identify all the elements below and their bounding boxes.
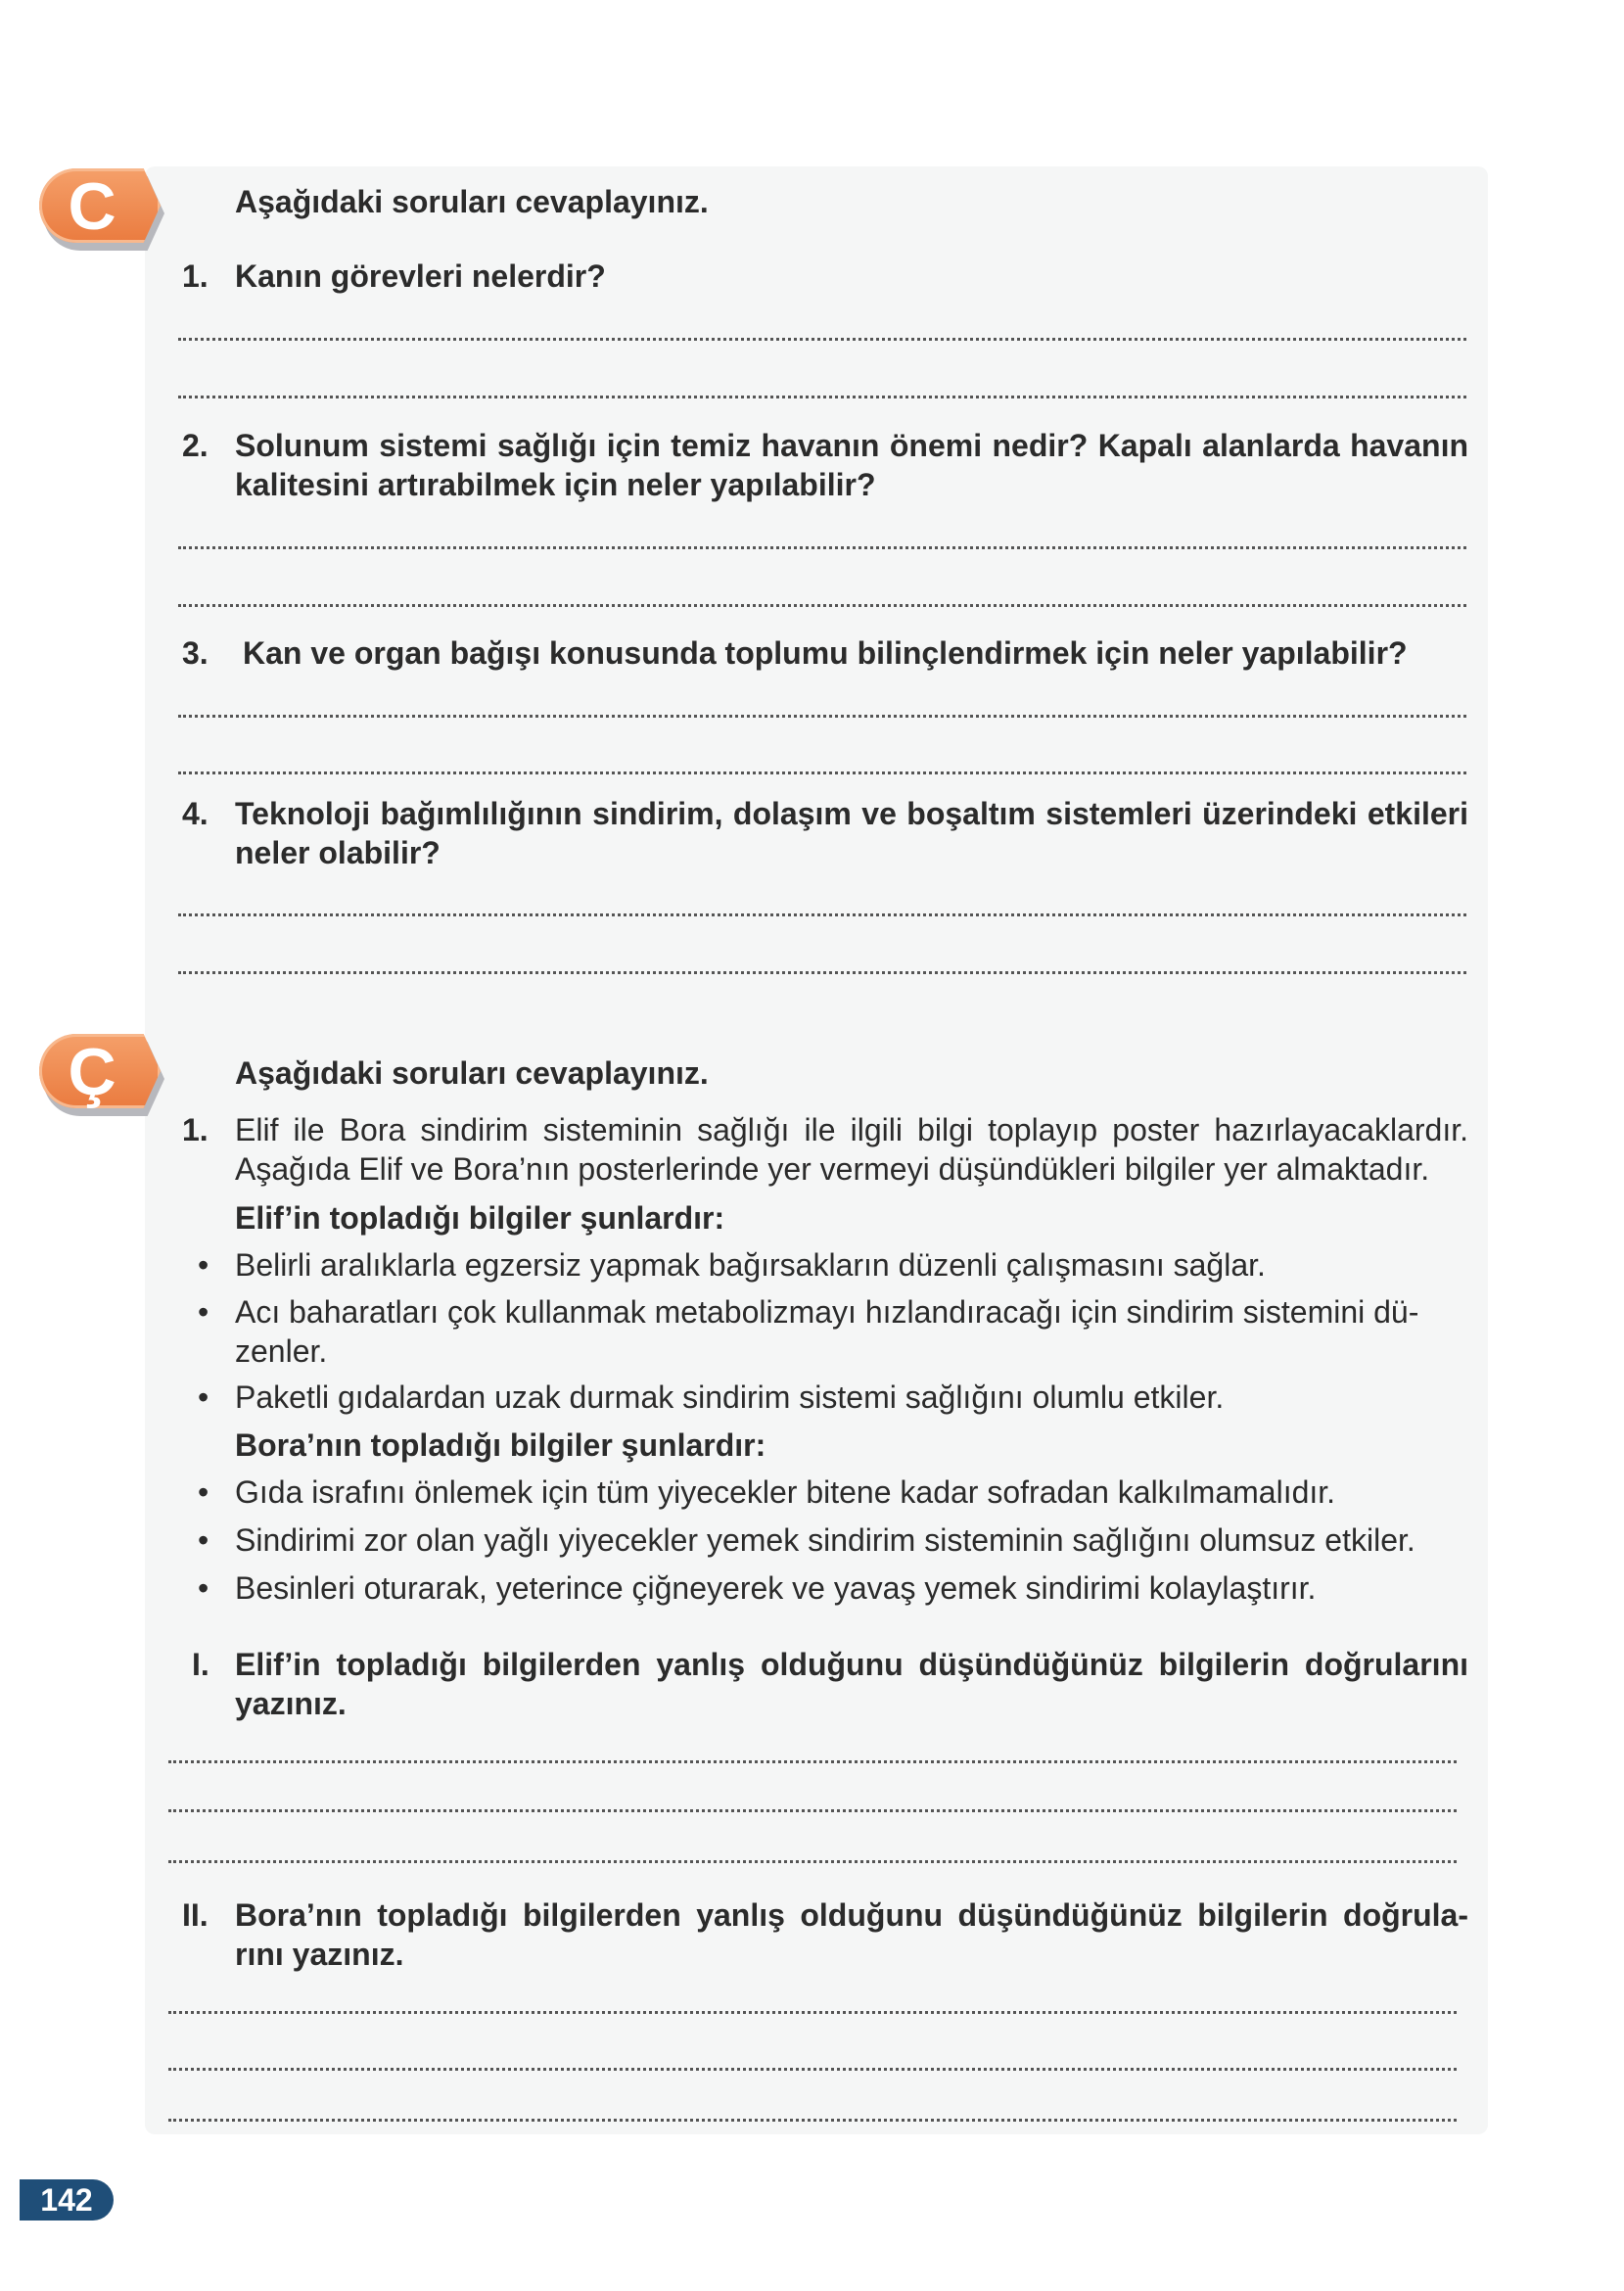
answer-line[interactable] (168, 1860, 1457, 1863)
answer-line[interactable] (178, 546, 1466, 549)
list-item-text: Belirli aralıklarla egzersiz yapmak bağırsakların düzenli çalışmasını sağlar. (235, 1247, 1266, 1283)
elif-heading: Elif’in topladığı bilgiler şunlardır: (235, 1200, 725, 1236)
answer-line[interactable] (168, 2011, 1457, 2014)
bullet-icon: • (198, 1474, 209, 1510)
answer-line[interactable] (178, 338, 1466, 341)
section-cc-instruction: Aşağıdaki soruları cevaplayınız. (235, 1055, 709, 1091)
question-text: Kan ve organ bağışı konusunda toplumu bilinçlendirmek için neler yapılabilir? (243, 635, 1408, 671)
question-number: 1. (182, 258, 209, 294)
list-item-text: Sindirimi zor olan yağlı yiyecekler yemek sindirim sisteminin sağlığını olumsuz etkiler. (235, 1522, 1415, 1558)
answer-line[interactable] (168, 2068, 1457, 2071)
list-item-text: Besinleri oturarak, yeterince çiğneyerek ve yavaş yemek sindirimi kolaylaştırır. (235, 1570, 1317, 1606)
sub-question-text: Elif’in topladığı bilgilerden yanlış olduğunu düşündüğünüz bilgilerin doğrularını yazınız. (235, 1647, 1468, 1721)
bora-heading: Bora’nın topladığı bilgiler şunlardır: (235, 1427, 766, 1463)
answer-line[interactable] (178, 771, 1466, 774)
section-c-badge (39, 168, 166, 249)
bullet-icon: • (198, 1247, 209, 1283)
section-c-instruction: Aşağıdaki soruları cevaplayınız. (235, 184, 709, 219)
question-text: Teknoloji bağımlılığının sindirim, dolaşım ve boşaltım sistemleri üzerindeki etkileri neler olabilir? (235, 796, 1468, 870)
bullet-icon: • (198, 1294, 209, 1330)
list-item (198, 1245, 1468, 1285)
bullet-icon: • (198, 1379, 209, 1415)
answer-line[interactable] (168, 1809, 1457, 1812)
sub-question-text: Bora’nın topladığı bilgilerden yanlış olduğunu düşündüğünüz bilgilerin doğrula-rını yazınız. (235, 1897, 1468, 1972)
list-item-text: Paketli gıdalardan uzak durmak sindirim sistemi sağlığını olumlu etkiler. (235, 1379, 1225, 1415)
answer-line[interactable] (178, 396, 1466, 398)
list-item-text: Acı baharatları çok kullanmak metabolizmayı hızlandıracağı için sindirim sistemini dü- zenler. (235, 1294, 1419, 1369)
answer-line[interactable] (168, 1760, 1457, 1763)
list-item (198, 1473, 1468, 1512)
answer-line[interactable] (178, 913, 1466, 916)
sub-question-number: I. (192, 1647, 209, 1682)
question-number: 2. (182, 428, 209, 463)
question-number: 4. (182, 796, 209, 831)
list-item (198, 1292, 1468, 1371)
list-item (198, 1520, 1468, 1560)
answer-line[interactable] (178, 715, 1466, 718)
section-c-letter: C (68, 169, 116, 244)
list-item (198, 1378, 1468, 1417)
sub-question-number: II. (182, 1897, 209, 1933)
question-number: 1. (182, 1112, 209, 1147)
question-text: Kanın görevleri nelerdir? (235, 258, 606, 294)
answer-line[interactable] (168, 2119, 1457, 2122)
page-number: 142 (20, 2179, 114, 2221)
bullet-icon: • (198, 1522, 209, 1558)
list-item-text: Gıda israfını önlemek için tüm yiyecekler bitene kadar sofradan kalkılmamalıdır. (235, 1474, 1336, 1510)
section-cc-badge (39, 1034, 166, 1114)
answer-line[interactable] (178, 971, 1466, 974)
question-text: Elif ile Bora sindirim sisteminin sağlığı ile ilgili bilgi toplayıp poster hazırlayacaklardır. Aşağıda Elif ve Bora’nın posterlerinde yer vermeyi düşündükleri bilgiler yer almaktadır. (235, 1112, 1468, 1187)
question-text: Solunum sistemi sağlığı için temiz havanın önemi nedir? Kapalı alanlarda havanın kalitesini artırabilmek için neler yapılabilir? (235, 428, 1468, 502)
answer-line[interactable] (178, 604, 1466, 607)
section-cc-letter: Ç (68, 1035, 116, 1109)
question-number: 3. (182, 635, 209, 671)
bullet-icon: • (198, 1570, 209, 1606)
list-item (198, 1568, 1468, 1608)
